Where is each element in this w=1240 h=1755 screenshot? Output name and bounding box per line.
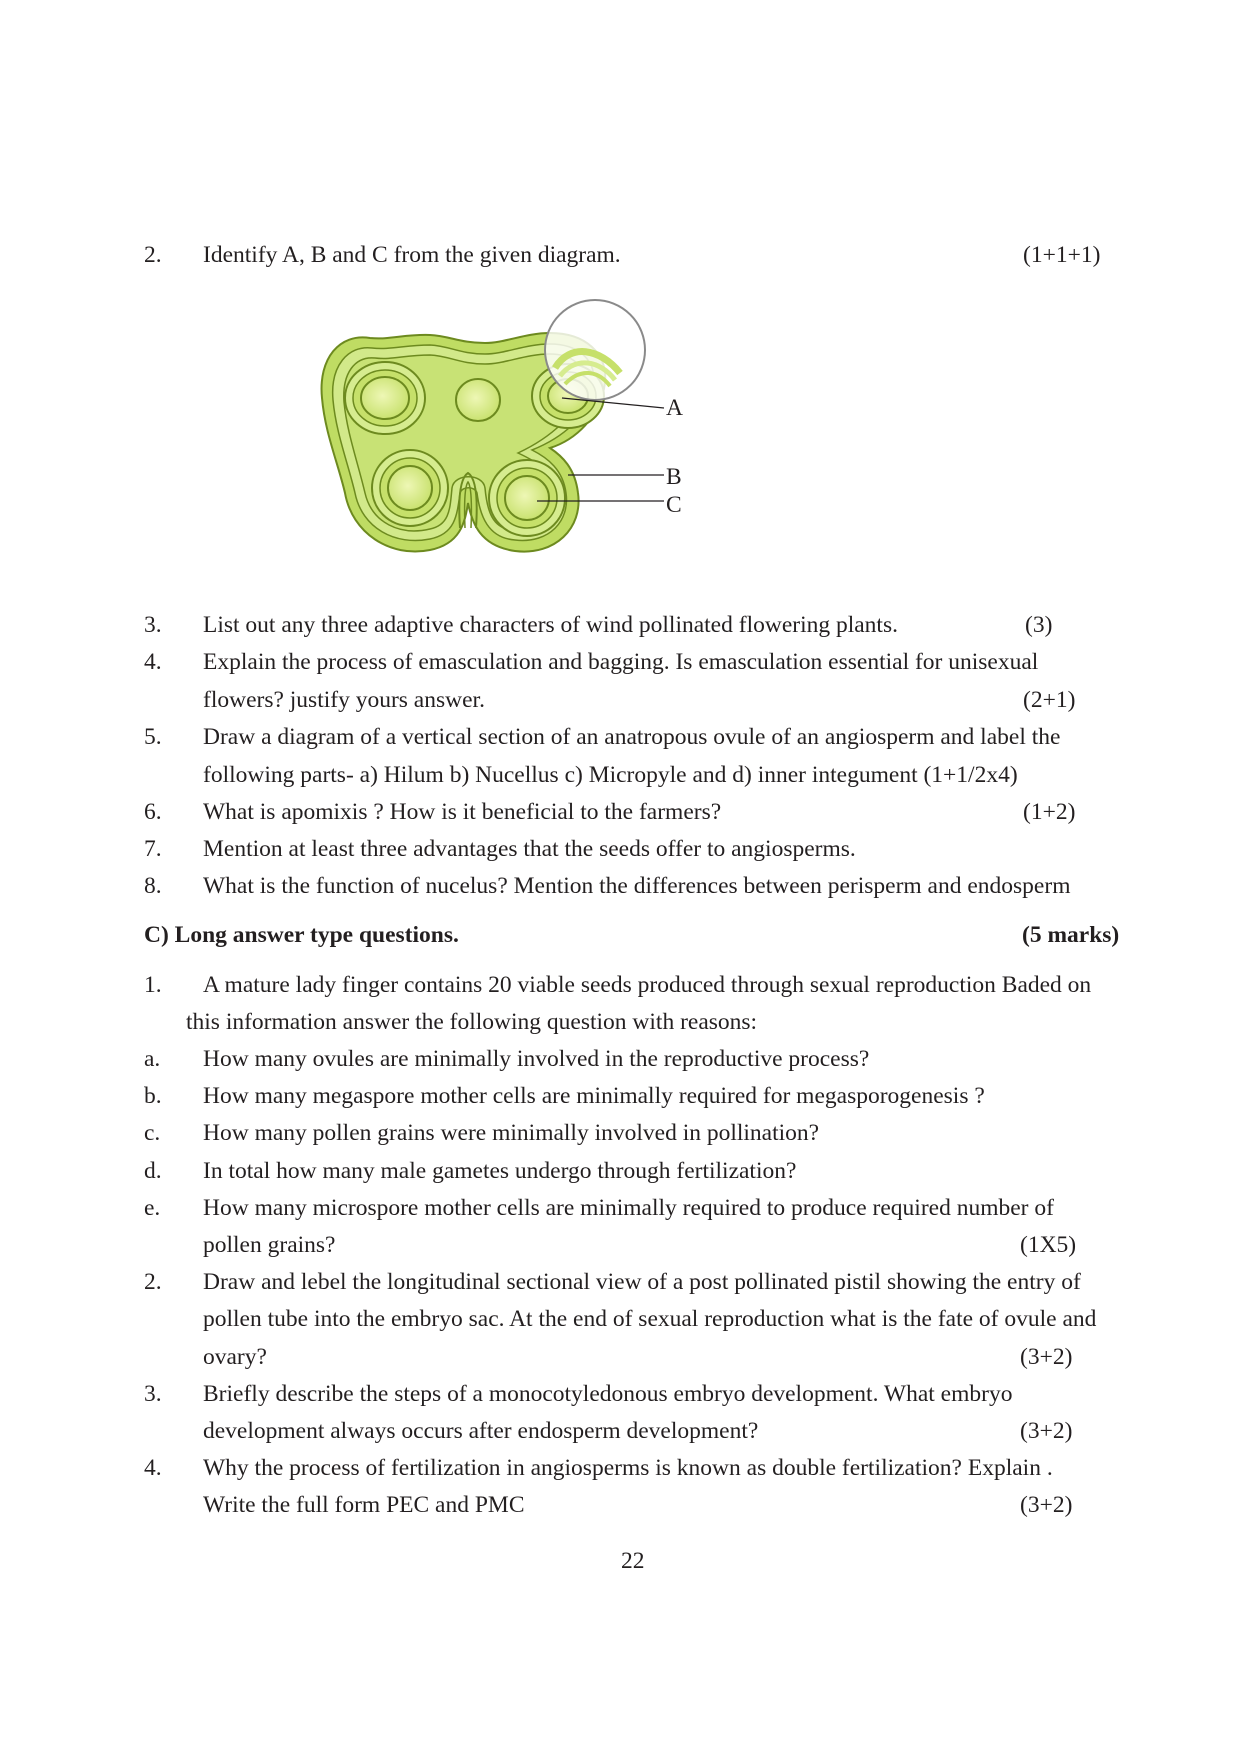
sub-question-e-number: e. — [144, 1195, 161, 1221]
sub-question-c-text: How many pollen grains were minimally involved in pollination? — [203, 1120, 820, 1146]
page-number: 22 — [621, 1548, 645, 1574]
sub-question-b-text: How many megaspore mother cells are minimally required for megasporogenesis ? — [203, 1083, 985, 1109]
long-question-4-text-line1: Why the process of fertilization in angiosperms is known as double fertilization? Explain . — [203, 1455, 1053, 1481]
question-3-marks: (3) — [1025, 612, 1053, 638]
question-4-marks: (2+1) — [1023, 687, 1076, 713]
long-question-1-text-line1: A mature lady finger contains 20 viable seeds produced through sexual reproduction Baded on — [203, 972, 1092, 998]
sub-question-e-text-line1: How many microspore mother cells are minimally required to produce required number of — [203, 1195, 1054, 1221]
question-4-number: 4. — [144, 649, 162, 675]
section-c-marks: (5 marks) — [1022, 922, 1120, 948]
sub-question-a-number: a. — [144, 1046, 161, 1072]
long-question-3-text-line2: development always occurs after endosperm development? — [203, 1418, 759, 1444]
question-3-text: List out any three adaptive characters of wind pollinated flowering plants. — [203, 612, 898, 638]
label-a: A — [666, 395, 683, 421]
long-question-2-text-line1: Draw and lebel the longitudinal sectional view of a post pollinated pistil showing the entry of — [203, 1269, 1081, 1295]
anther-cross-section-diagram — [300, 288, 700, 588]
question-6-number: 6. — [144, 799, 162, 825]
question-6-text: What is apomixis ? How is it beneficial to the farmers? — [203, 799, 722, 825]
magnifier-circle — [545, 300, 645, 400]
pollen-sac-bottom-right — [489, 460, 565, 536]
long-question-1-text-line2: this information answer the following question with reasons: — [186, 1009, 758, 1035]
long-question-1-number: 1. — [144, 972, 162, 998]
question-5-number: 5. — [144, 724, 162, 750]
question-5-text-line2: following parts- a) Hilum b) Nucellus c) Micropyle and d) inner integument (1+1/2x4) — [203, 762, 1018, 788]
sub-question-a-text: How many ovules are minimally involved in the reproductive process? — [203, 1046, 870, 1072]
question-6-marks: (1+2) — [1023, 799, 1076, 825]
label-c: C — [666, 492, 682, 518]
sub-question-e-marks: (1X5) — [1020, 1232, 1077, 1258]
question-8-text: What is the function of nucelus? Mention the differences between perisperm and endosperm — [203, 873, 1071, 899]
long-question-3-text-line1: Briefly describe the steps of a monocotyledonous embryo development. What embryo — [203, 1381, 1013, 1407]
question-3-number: 3. — [144, 612, 162, 638]
question-4-text-line1: Explain the process of emasculation and bagging. Is emasculation essential for unisexual — [203, 649, 1039, 675]
question-2-number: 2. — [144, 242, 162, 268]
question-8-number: 8. — [144, 873, 162, 899]
section-c-heading: C) Long answer type questions. — [144, 922, 459, 948]
pollen-sac-top-left — [345, 362, 425, 434]
long-question-3-number: 3. — [144, 1381, 162, 1407]
long-question-4-text-line2: Write the full form PEC and PMC — [203, 1492, 525, 1518]
central-vascular-bundle — [456, 379, 500, 421]
sub-question-d-number: d. — [144, 1158, 162, 1184]
question-7-number: 7. — [144, 836, 162, 862]
question-4-text-line2: flowers? justify yours answer. — [203, 687, 485, 713]
label-b: B — [666, 464, 682, 490]
question-2-marks: (1+1+1) — [1023, 242, 1101, 268]
long-question-4-number: 4. — [144, 1455, 162, 1481]
long-question-2-marks: (3+2) — [1020, 1344, 1073, 1370]
pollen-sac-bottom-left — [372, 450, 448, 526]
long-question-2-number: 2. — [144, 1269, 162, 1295]
sub-question-e-text-line2: pollen grains? — [203, 1232, 336, 1258]
long-question-2-text-line3: ovary? — [203, 1344, 267, 1370]
long-question-2-text-line2: pollen tube into the embryo sac. At the end of sexual reproduction what is the fate of ovule and — [203, 1306, 1097, 1332]
long-question-4-marks: (3+2) — [1020, 1492, 1073, 1518]
question-2-text: Identify A, B and C from the given diagram. — [203, 242, 621, 268]
sub-question-c-number: c. — [144, 1120, 161, 1146]
question-5-text-line1: Draw a diagram of a vertical section of an anatropous ovule of an angiosperm and label the — [203, 724, 1061, 750]
sub-question-b-number: b. — [144, 1083, 162, 1109]
question-7-text: Mention at least three advantages that the seeds offer to angiosperms. — [203, 836, 856, 862]
long-question-3-marks: (3+2) — [1020, 1418, 1073, 1444]
sub-question-d-text: In total how many male gametes undergo through fertilization? — [203, 1158, 797, 1184]
